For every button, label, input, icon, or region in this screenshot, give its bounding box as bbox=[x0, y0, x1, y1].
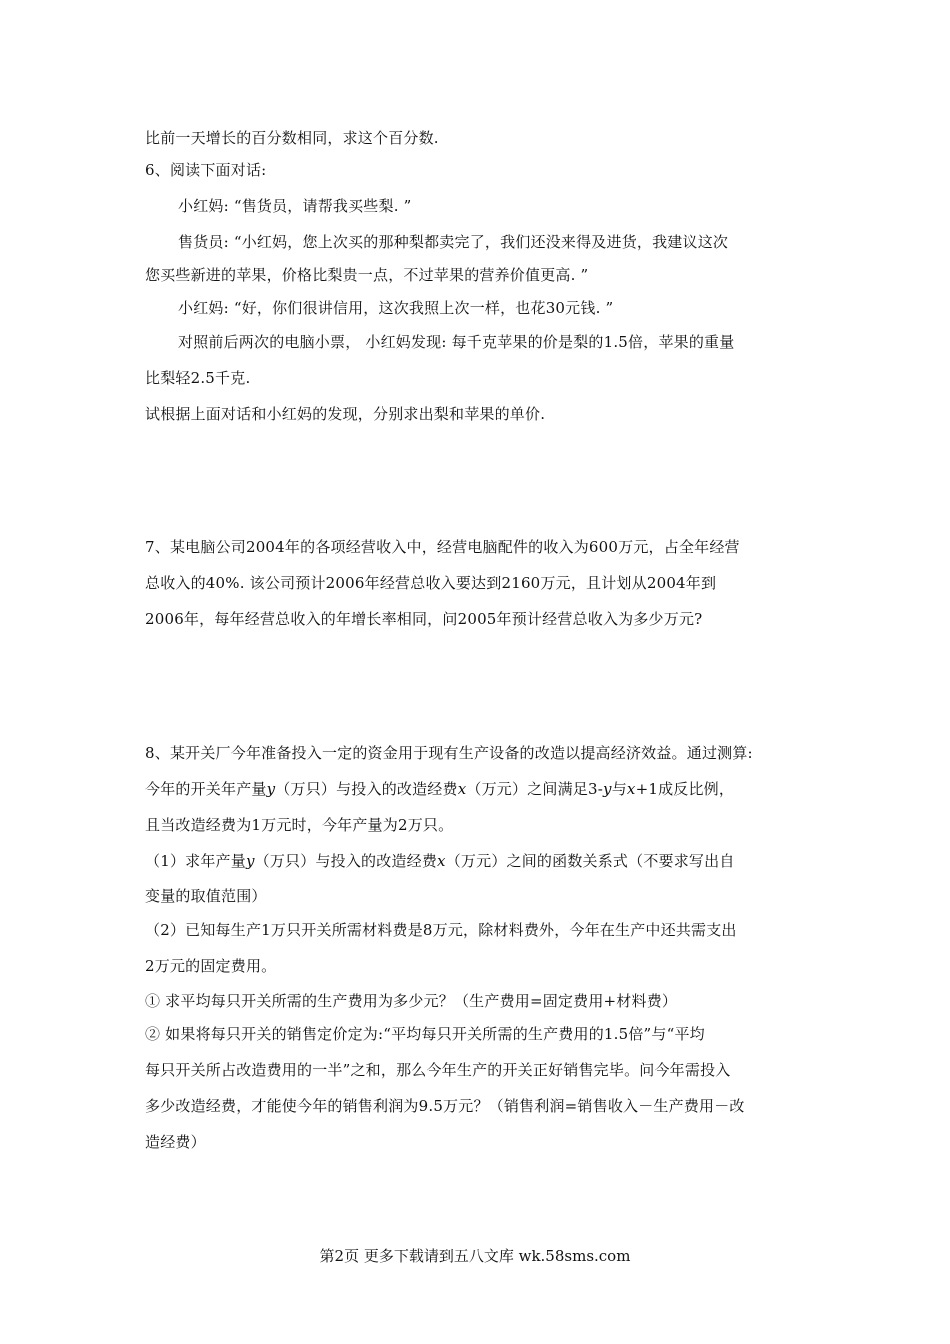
q6-dialogue-2a: 售货员: “小红妈，您上次买的那种梨都卖完了，我们还没来得及进货，我建议这次 bbox=[178, 233, 729, 251]
q8-part1-line-2: 变量的取值范围） bbox=[145, 887, 267, 905]
q7-line-3: 2006年，每年经营总收入的年增长率相同，问2005年预计经营总收入为多少万元? bbox=[145, 610, 703, 628]
q6-finding-b: 比梨轻2.5千克. bbox=[145, 369, 251, 387]
q7-line-1: 7、某电脑公司2004年的各项经营收入中，经营电脑配件的收入为600万元，占全年经营 bbox=[145, 538, 740, 556]
q8-line-2: 今年的开关年产量y（万只）与投入的改造经费x（万元）之间满足3-y与x+1成反比例， bbox=[145, 780, 735, 798]
q8-sub2-line-4: 造经费） bbox=[145, 1133, 206, 1151]
q8-part2-line-1: （2）已知每生产1万只开关所需材料费是8万元，除材料费外，今年在生产中还共需支出 bbox=[145, 921, 737, 939]
q8-sub2-line-3: 多少改造经费，才能使今年的销售利润为9.5万元？（销售利润=销售收入－生产费用－改 bbox=[145, 1097, 745, 1115]
q6-finding-a: 对照前后两次的电脑小票， 小红妈发现: 每千克苹果的价是梨的1.5倍，苹果的重量 bbox=[178, 333, 735, 351]
q6-dialogue-1: 小红妈: “售货员，请帮我买些梨. ” bbox=[178, 197, 412, 215]
q8-line-1: 8、某开关厂今年准备投入一定的资金用于现有生产设备的改造以提高经济效益。通过测算: bbox=[145, 744, 753, 762]
q7-line-2: 总收入的40%. 该公司预计2006年经营总收入要达到2160万元，且计划从2004年到 bbox=[145, 574, 717, 592]
q6-question: 试根据上面对话和小红妈的发现，分别求出梨和苹果的单价. bbox=[145, 405, 546, 423]
q6-dialogue-2b: 您买些新进的苹果，价格比梨贵一点，不过苹果的营养价值更高. ” bbox=[145, 266, 589, 284]
page-footer: 第2页 更多下载请到五八文库 wk.58sms.com bbox=[319, 1247, 631, 1265]
q8-sub2-line-1: ② 如果将每只开关的销售定价定为:“平均每只开关所需的生产费用的1.5倍”与“平均 bbox=[145, 1025, 705, 1043]
q8-part2-line-2: 2万元的固定费用。 bbox=[145, 957, 277, 975]
q8-sub2-line-2: 每只开关所占改造费用的一半”之和，那么今年生产的开关正好销售完毕。问今年需投入 bbox=[145, 1061, 731, 1079]
q5-continuation: 比前一天增长的百分数相同，求这个百分数. bbox=[145, 129, 439, 147]
q8-line-3: 且当改造经费为1万元时，今年产量为2万只。 bbox=[145, 816, 454, 834]
q8-sub1: ① 求平均每只开关所需的生产费用为多少元？（生产费用=固定费用+材料费） bbox=[145, 992, 678, 1010]
q6-dialogue-3: 小红妈: “好，你们很讲信用，这次我照上次一样，也花30元钱. ” bbox=[178, 299, 614, 317]
q6-heading: 6、阅读下面对话: bbox=[145, 161, 267, 179]
q8-part1-line-1: （1）求年产量y（万只）与投入的改造经费x（万元）之间的函数关系式（不要求写出自 bbox=[145, 852, 735, 870]
